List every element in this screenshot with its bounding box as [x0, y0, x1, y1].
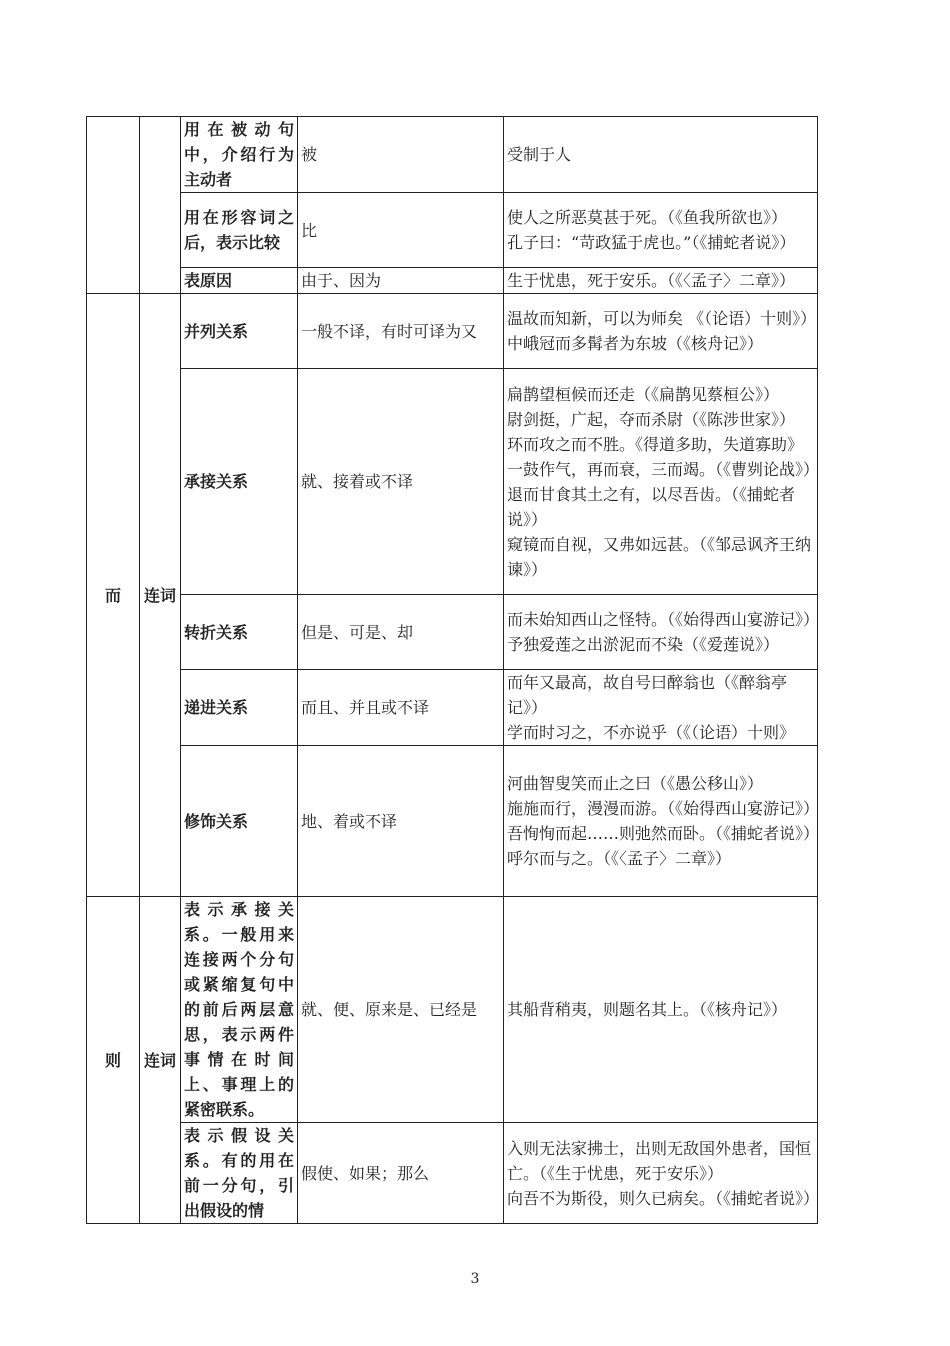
word-cell: 则 — [87, 897, 140, 1224]
example-line: 施施而行，漫漫而游。（《始得西山宴游记》） — [507, 799, 820, 818]
pos-cell: 连词 — [140, 294, 181, 897]
examples-cell — [504, 294, 818, 369]
example-line: 环而攻之而不胜。《得道多助，失道寡助》 — [507, 434, 804, 454]
examples-cell — [504, 117, 818, 193]
examples-cell — [504, 595, 818, 670]
examples-cell — [504, 268, 818, 294]
examples-cell — [504, 746, 818, 897]
example-line: 予独爱莲之出淤泥而不染（《爱莲说》） — [507, 635, 780, 654]
table-row — [87, 369, 818, 595]
table-row — [87, 595, 818, 670]
example-line: 孔子曰：“苛政猛于虎也。”（《捕蛇者说》） — [507, 233, 796, 252]
example-line: 而未始知西山之怪特。（《始得西山宴游记》） — [507, 610, 820, 629]
example-line: 窥镜而自视，又弗如远甚。（《邹忌讽齐王纳谏》） — [507, 534, 812, 579]
usage-cell: 表示承接关系。一般用来连接两个分句或紧缩复句中的前后两层意思，表示两件事情在时间上、事理上的紧密联系。 — [181, 897, 298, 1123]
example-line: 生于忧患，死于安乐。（《〈孟子〉二章》） — [507, 271, 796, 290]
usage-cell: 用在形容词之后，表示比较 — [181, 193, 298, 268]
meaning-cell: 假使、如果；那么 — [298, 1123, 504, 1224]
example-line: 温故而知新，可以为师矣 《（论语）十则》） — [507, 309, 817, 328]
table-row — [87, 294, 818, 369]
examples-cell — [504, 897, 818, 1123]
meaning-cell: 就、接着或不译 — [298, 369, 504, 595]
example-line: 受制于人 — [507, 145, 572, 164]
example-line: 学而时习之，不亦说乎（《（论语）十则》 — [507, 723, 796, 742]
meaning-cell: 但是、可是、却 — [298, 595, 504, 670]
meaning-cell: 一般不译，有时可译为又 — [298, 294, 504, 369]
table-row — [87, 117, 818, 193]
usage-cell: 转折关系 — [181, 595, 298, 670]
pos-cell — [140, 117, 181, 294]
example-line: 扁鹊望桓候而还走（《扁鹊见蔡桓公》） — [507, 384, 780, 404]
table-row — [87, 268, 818, 294]
pos-cell: 连词 — [140, 897, 181, 1224]
examples-cell — [504, 193, 818, 268]
meaning-cell: 就、便、原来是、已经是 — [298, 897, 504, 1123]
word-cell: 而 — [87, 294, 140, 897]
example-line: 一鼓作气，再而衰，三而竭。（《曹刿论战》） — [507, 459, 820, 479]
example-line: 尉剑挺，广起，夺而杀尉（《陈涉世家》） — [507, 409, 796, 429]
example-line: 入则无法家拂士，出则无敌国外患者，国恒亡。（《生于忧患，死于安乐》） — [507, 1138, 812, 1183]
word-cell — [87, 117, 140, 294]
meaning-cell: 由于、因为 — [298, 268, 504, 294]
examples-cell — [504, 670, 818, 746]
examples-cell — [504, 369, 818, 595]
table-row — [87, 746, 818, 897]
example-line: 而年又最高，故自号曰醉翁也（《醉翁亭记》） — [507, 673, 788, 717]
usage-cell: 表示假设关系。有的用在前一分句，引出假设的情 — [181, 1123, 298, 1224]
usage-cell: 承接关系 — [181, 369, 298, 595]
meaning-cell: 地、着或不译 — [298, 746, 504, 897]
usage-cell: 表原因 — [181, 268, 298, 294]
table-row — [87, 1123, 818, 1224]
usage-cell: 并列关系 — [181, 294, 298, 369]
example-line: 其船背稍夷，则题名其上。（《核舟记》） — [507, 1000, 788, 1019]
example-line: 中峨冠而多髯者为东坡（《核舟记》） — [507, 334, 764, 353]
example-line: 河曲智叟笑而止之曰（《愚公移山》） — [507, 774, 764, 793]
meaning-cell: 被 — [298, 117, 504, 193]
example-line: 使人之所恶莫甚于死。（《鱼我所欲也》） — [507, 208, 788, 227]
grammar-table — [86, 116, 818, 1224]
usage-cell: 递进关系 — [181, 670, 298, 746]
meaning-cell: 比 — [298, 193, 504, 268]
example-line: 呼尔而与之。（《〈孟子〉二章》） — [507, 849, 732, 868]
table-row — [87, 897, 818, 1123]
usage-cell: 修饰关系 — [181, 746, 298, 897]
usage-cell: 用在被动句中，介绍行为主动者 — [181, 117, 298, 193]
example-line: 吾恂恂而起……则弛然而卧。（《捕蛇者说》） — [507, 824, 820, 843]
examples-cell — [504, 1123, 818, 1224]
example-line: 退而甘食其土之有，以尽吾齿。（《捕蛇者说》） — [507, 484, 796, 529]
table-row — [87, 670, 818, 746]
page-number: 3 — [470, 1271, 480, 1287]
example-line: 向吾不为斯役，则久已病矣。（《捕蛇者说》） — [507, 1188, 820, 1208]
table-row — [87, 193, 818, 268]
meaning-cell: 而且、并且或不译 — [298, 670, 504, 746]
